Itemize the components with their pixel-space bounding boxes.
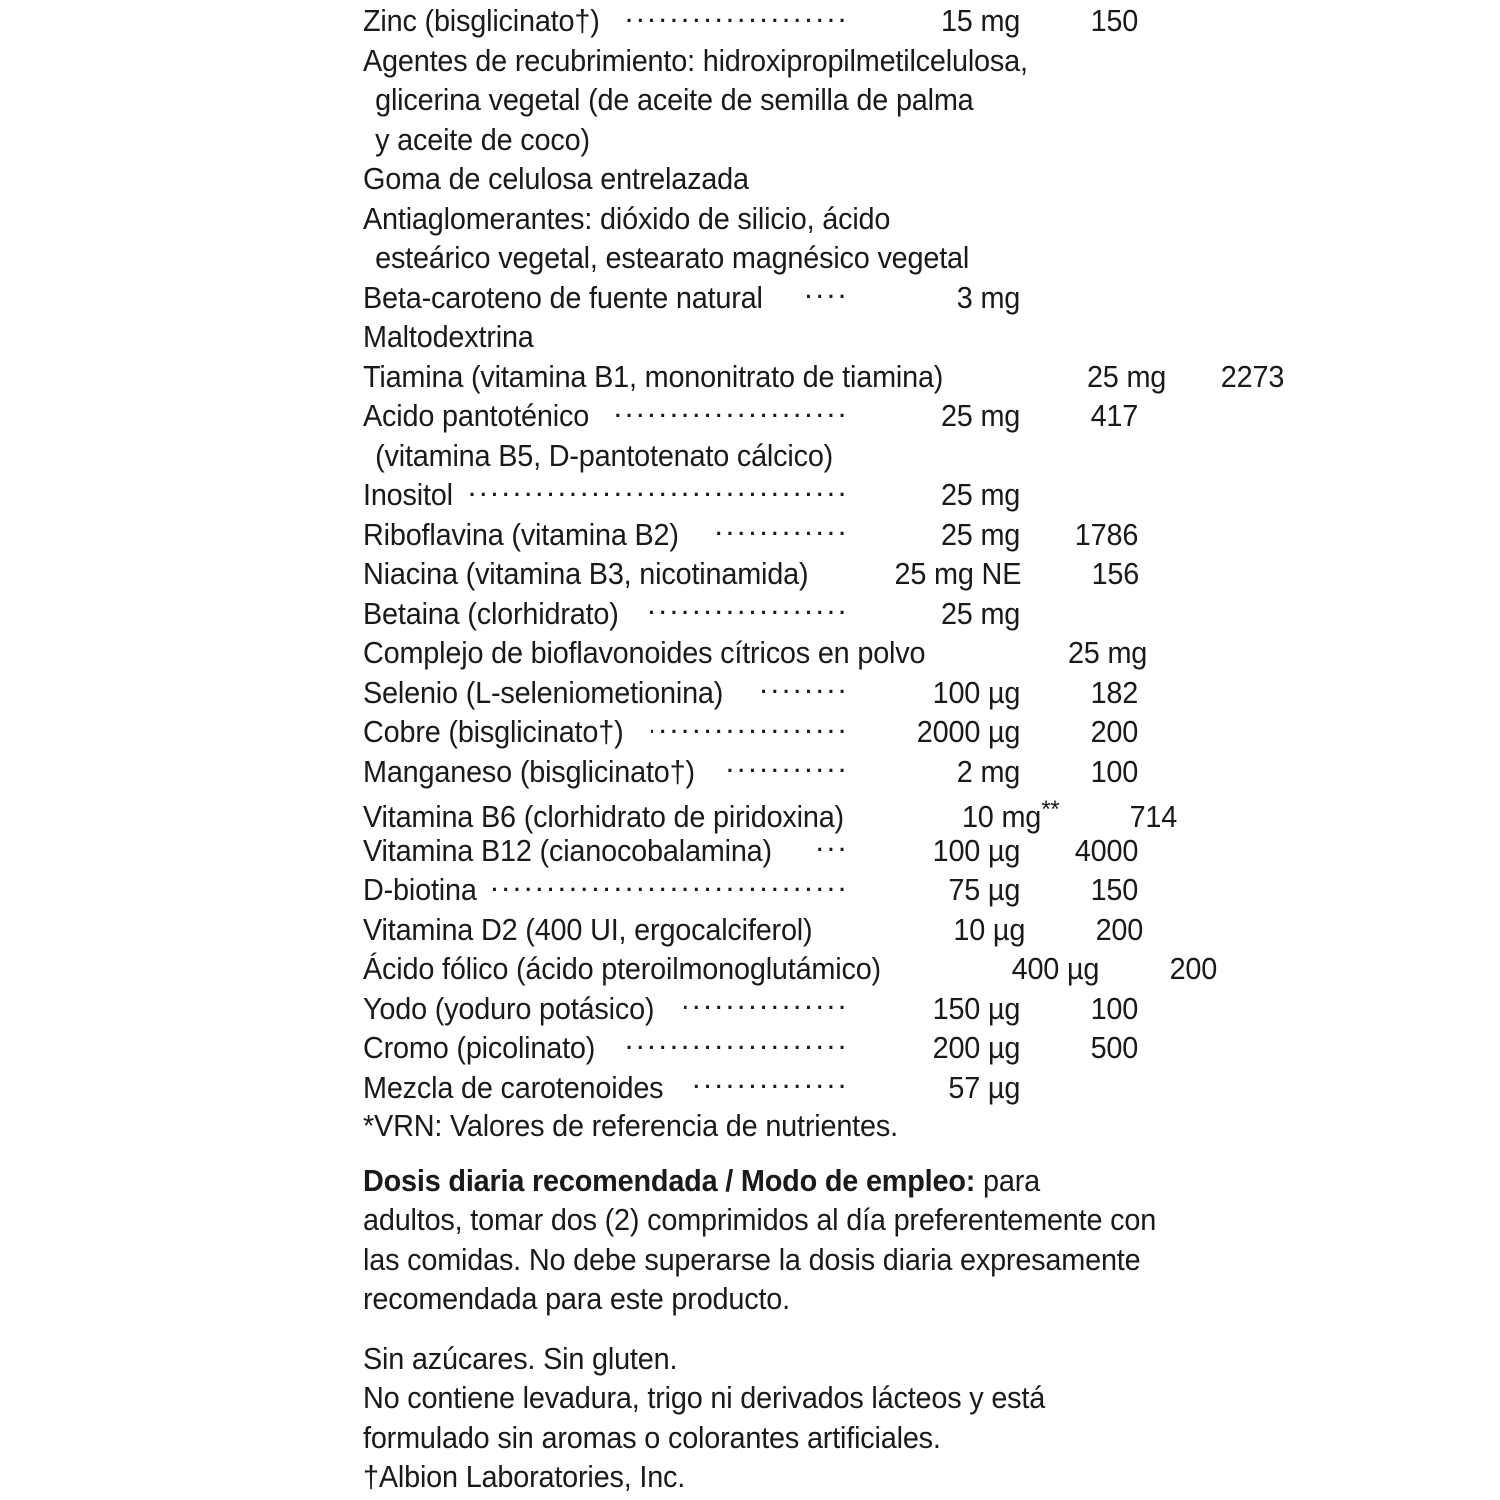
ingredient-row bbox=[363, 1027, 1138, 1067]
ingredient-amount bbox=[855, 1, 1020, 41]
ingredient-amount-text: 3 mg bbox=[956, 279, 1020, 315]
ingredient-name: (vitamina B5, D-pantotenato cálcico) bbox=[375, 437, 834, 473]
ingredient-row bbox=[363, 948, 1217, 988]
ingredient-amount-text: 150 µg bbox=[932, 990, 1020, 1026]
dot-leader bbox=[555, 316, 850, 347]
dosage-line-0: para bbox=[975, 1162, 1040, 1198]
ingredient-amount-text: 100 µg bbox=[932, 832, 1020, 868]
dot-leader bbox=[493, 869, 849, 900]
supplement-facts-panel bbox=[363, 0, 1284, 1497]
ingredient-name: Beta-caroteno de fuente natural bbox=[363, 279, 763, 315]
dot-leader bbox=[694, 1067, 849, 1098]
ingredient-vrn-value: 200 bbox=[1090, 714, 1138, 749]
ingredient-row bbox=[363, 395, 1138, 435]
ingredient-amount bbox=[855, 475, 1020, 515]
ingredient-name: Mezcla de carotenoides bbox=[363, 1069, 664, 1105]
ingredient-vrn-percent bbox=[1020, 1028, 1138, 1068]
ingredient-row bbox=[363, 711, 1138, 751]
ingredient-amount bbox=[855, 712, 1020, 752]
ingredient-name: Ácido fólico (ácido pteroilmonoglutámico) bbox=[363, 951, 881, 986]
ingredient-amount bbox=[855, 278, 1020, 318]
ingredient-amount-text: 57 µg bbox=[948, 1069, 1020, 1105]
ingredient-row bbox=[363, 474, 1138, 514]
vrn-footnote-text: *VRN: Valores de referencia de nutrientes. bbox=[363, 1108, 898, 1143]
ingredient-vrn-percent bbox=[1257, 41, 1375, 81]
dosage-line-1: adultos, tomar dos (2) comprimidos al día preferentemente con bbox=[363, 1202, 1157, 1237]
ingredient-row bbox=[363, 988, 1138, 1028]
ingredient-list bbox=[363, 0, 1284, 1106]
ingredient-amount-text: 400 µg bbox=[1011, 951, 1099, 986]
ingredient-row bbox=[363, 158, 1138, 198]
ingredient-amount bbox=[944, 199, 1109, 239]
ingredient-vrn-percent bbox=[1194, 238, 1312, 278]
dot-leader bbox=[684, 988, 849, 1019]
ingredient-vrn-percent bbox=[1020, 594, 1138, 634]
ingredient-name: Manganeso (bisglicinato†) bbox=[363, 753, 695, 789]
ingredient-name: Cromo (picolinato) bbox=[363, 1030, 596, 1065]
ingredient-vrn-value: 4000 bbox=[1074, 832, 1138, 868]
ingredient-row bbox=[363, 316, 1138, 356]
ingredient-name: D-biotina bbox=[363, 872, 477, 907]
ingredient-amount bbox=[1029, 238, 1194, 278]
ingredient-row bbox=[363, 356, 1284, 396]
ingredient-name: esteárico vegetal, estearato magnésico vegetal bbox=[375, 240, 970, 275]
ingredient-name: Maltodextrina bbox=[363, 319, 534, 354]
ingredient-name: Acido pantoténico bbox=[363, 398, 590, 433]
ingredient-amount bbox=[1092, 41, 1257, 81]
ingredient-amount bbox=[855, 317, 1020, 357]
ingredient-name: Inositol bbox=[363, 477, 453, 512]
ingredient-vrn-percent bbox=[1020, 673, 1138, 713]
ingredient-name: Agentes de recubrimiento: hidroxipropilmetilcelulosa, bbox=[363, 42, 1028, 78]
ingredient-vrn-value: 150 bbox=[1090, 872, 1138, 907]
ingredient-amount bbox=[1001, 357, 1166, 397]
ingredient-amount bbox=[855, 515, 1020, 555]
ingredient-vrn-percent bbox=[1020, 120, 1138, 160]
ingredient-vrn-percent bbox=[1020, 989, 1138, 1029]
ingredient-name: Vitamina B6 (clorhidrato de piridoxina) bbox=[363, 799, 844, 835]
ingredient-name: Betaina (clorhidrato) bbox=[363, 595, 619, 631]
ingredient-amount-text: 100 µg bbox=[932, 674, 1020, 710]
ingredient-vrn-value: 500 bbox=[1090, 1030, 1138, 1065]
ingredient-name: Selenio (L-seleniometionina) bbox=[363, 674, 724, 710]
ingredient-amount-text: 25 mg bbox=[940, 595, 1020, 631]
ingredient-vrn-percent bbox=[1020, 475, 1138, 515]
ingredient-amount-text: 25 mg bbox=[1067, 635, 1147, 670]
dosage-heading: Dosis diaria recomendada / Modo de empleo: bbox=[363, 1162, 976, 1198]
ingredient-name: Niacina (vitamina B3, nicotinamida) bbox=[363, 556, 809, 591]
ingredient-amount-text: 200 µg bbox=[932, 1030, 1020, 1065]
claim-line-0: Sin azúcares. Sin gluten. bbox=[363, 1340, 678, 1376]
dosage-line bbox=[363, 1200, 1168, 1240]
ingredient-vrn-percent bbox=[1020, 515, 1138, 555]
ingredient-row bbox=[363, 0, 1138, 40]
spacer-before-claims bbox=[363, 1319, 1138, 1339]
ingredient-amount-text: 25 mg bbox=[940, 477, 1020, 512]
ingredient-row bbox=[363, 79, 1138, 119]
ingredient-vrn-value: 417 bbox=[1090, 398, 1138, 433]
dot-leader bbox=[711, 514, 849, 545]
ingredient-amount bbox=[982, 633, 1147, 673]
ingredient-vrn-value: 2273 bbox=[1220, 358, 1284, 394]
ingredient-amount bbox=[934, 949, 1099, 989]
ingredient-amount bbox=[882, 436, 1047, 476]
ingredient-vrn-percent bbox=[1021, 554, 1139, 594]
ingredient-amount bbox=[855, 673, 1020, 713]
ingredient-vrn-value: 156 bbox=[1091, 556, 1139, 591]
dosage-line bbox=[363, 1279, 1168, 1319]
ingredient-amount bbox=[855, 594, 1020, 634]
ingredient-amount bbox=[855, 1028, 1020, 1068]
dot-leader bbox=[811, 830, 849, 861]
ingredient-row bbox=[363, 672, 1138, 712]
ingredient-vrn-percent bbox=[1020, 870, 1138, 910]
ingredient-amount-text: 25 mg bbox=[940, 516, 1020, 552]
dot-leader bbox=[728, 751, 849, 782]
claim-line-2: formulado sin aromas o colorantes artificiales. bbox=[363, 1419, 941, 1455]
ingredient-vrn-percent bbox=[1020, 752, 1138, 792]
vrn-footnote bbox=[363, 1106, 1138, 1146]
dot-leader bbox=[651, 711, 849, 742]
dosage-first-line-inner bbox=[363, 1161, 1040, 1201]
dot-leader bbox=[786, 158, 849, 189]
ingredient-vrn-percent bbox=[1025, 910, 1143, 950]
trademark-attribution-text: †Albion Laboratories, Inc. bbox=[363, 1459, 686, 1494]
ingredient-amount bbox=[856, 554, 1021, 594]
claim-line bbox=[363, 1418, 1168, 1458]
ingredient-amount bbox=[1034, 80, 1199, 120]
ingredient-row bbox=[363, 40, 1138, 80]
claim-line bbox=[363, 1339, 1168, 1379]
dot-leader bbox=[615, 119, 849, 150]
ingredient-row bbox=[363, 514, 1138, 554]
ingredient-amount-text: 15 mg bbox=[940, 3, 1020, 38]
ingredient-vrn-value: 100 bbox=[1090, 753, 1138, 789]
ingredient-vrn-value: 200 bbox=[1095, 911, 1144, 947]
ingredient-amount bbox=[855, 989, 1020, 1029]
trademark-attribution bbox=[363, 1457, 1168, 1497]
ingredient-vrn-value: 200 bbox=[1169, 951, 1217, 986]
dosage-line-3: recomendada para este producto. bbox=[363, 1281, 790, 1316]
ingredient-vrn-percent bbox=[1020, 1, 1138, 41]
ingredient-amount-text: 2000 µg bbox=[916, 714, 1020, 749]
ingredient-amount bbox=[855, 159, 1020, 199]
ingredient-amount bbox=[855, 396, 1020, 436]
amount-footnote-marker: ** bbox=[1041, 796, 1060, 823]
ingredient-vrn-percent bbox=[1020, 396, 1138, 436]
dosage-first-line bbox=[363, 1161, 1168, 1201]
ingredient-vrn-value: 714 bbox=[1129, 799, 1178, 835]
ingredient-vrn-percent bbox=[1020, 159, 1138, 199]
dot-leader bbox=[646, 593, 849, 624]
dot-leader bbox=[468, 474, 849, 505]
ingredient-row bbox=[363, 909, 1144, 949]
ingredient-vrn-percent bbox=[1020, 278, 1138, 318]
dot-leader bbox=[625, 0, 849, 31]
ingredient-amount bbox=[860, 910, 1025, 950]
ingredient-vrn-value: 182 bbox=[1090, 674, 1138, 710]
ingredient-vrn-percent bbox=[1147, 633, 1265, 673]
claims-block bbox=[363, 1339, 1168, 1497]
ingredient-vrn-value: 150 bbox=[1090, 3, 1138, 38]
ingredient-row bbox=[363, 632, 1147, 672]
ingredient-name: Zinc (bisglicinato†) bbox=[363, 3, 600, 38]
ingredient-name: glicerina vegetal (de aceite de semilla de palma bbox=[375, 82, 974, 117]
ingredient-row bbox=[363, 237, 1138, 277]
ingredient-amount-text: 25 mg NE bbox=[894, 556, 1021, 591]
ingredient-amount bbox=[855, 120, 1020, 160]
ingredient-amount bbox=[855, 752, 1020, 792]
ingredient-row bbox=[363, 119, 1138, 159]
ingredient-row bbox=[363, 553, 1138, 593]
ingredient-name: y aceite de coco) bbox=[375, 121, 590, 157]
ingredient-vrn-percent bbox=[1199, 80, 1317, 120]
dot-leader bbox=[758, 672, 849, 703]
ingredient-amount bbox=[855, 831, 1020, 871]
ingredient-name: Antiaglomerantes: dióxido de silicio, ácido bbox=[363, 200, 891, 236]
ingredient-vrn-percent bbox=[1099, 949, 1217, 989]
ingredient-row bbox=[363, 790, 1178, 835]
ingredient-vrn-percent bbox=[1020, 712, 1138, 752]
ingredient-vrn-value: 1786 bbox=[1074, 516, 1138, 552]
ingredient-amount bbox=[855, 870, 1020, 910]
ingredient-vrn-percent bbox=[1047, 436, 1165, 476]
ingredient-name: Cobre (bisglicinato†) bbox=[363, 714, 624, 749]
dosage-line bbox=[363, 1240, 1168, 1280]
ingredient-vrn-value: 100 bbox=[1090, 990, 1138, 1026]
ingredient-vrn-percent bbox=[1166, 357, 1284, 397]
ingredient-row bbox=[363, 277, 1138, 317]
ingredient-amount-text: 2 mg bbox=[956, 753, 1020, 789]
ingredient-name: Goma de celulosa entrelazada bbox=[363, 161, 749, 196]
dosage-block bbox=[363, 1161, 1168, 1319]
ingredient-amount-text: 10 µg bbox=[953, 911, 1026, 947]
ingredient-amount-text: 75 µg bbox=[948, 872, 1020, 907]
ingredient-amount-text: 25 mg bbox=[1086, 358, 1166, 394]
ingredient-vrn-percent bbox=[1020, 1068, 1138, 1108]
dot-leader bbox=[621, 1027, 849, 1058]
ingredient-amount bbox=[855, 1068, 1020, 1108]
ingredient-row bbox=[363, 198, 1138, 238]
ingredient-vrn-percent bbox=[1109, 199, 1227, 239]
ingredient-name: Tiamina (vitamina B1, mononitrato de tiamina) bbox=[363, 358, 944, 394]
ingredient-row bbox=[363, 869, 1138, 909]
ingredient-vrn-percent bbox=[1020, 317, 1138, 357]
ingredient-name: Riboflavina (vitamina B2) bbox=[363, 516, 679, 552]
claim-line bbox=[363, 1378, 1168, 1418]
ingredient-row bbox=[363, 435, 1138, 475]
dot-leader bbox=[801, 277, 849, 308]
ingredient-row bbox=[363, 1067, 1138, 1107]
ingredient-amount-text: 25 mg bbox=[940, 398, 1020, 433]
ingredient-name: Complejo de bioflavonoides cítricos en polvo bbox=[363, 635, 926, 670]
spacer-before-dosage bbox=[363, 1146, 1138, 1161]
ingredient-amount-text: 10 mg bbox=[962, 799, 1042, 835]
dosage-line-2: las comidas. No debe superarse la dosis diaria expresamente bbox=[363, 1241, 1141, 1277]
ingredient-name: Vitamina B12 (cianocobalamina) bbox=[363, 832, 772, 868]
ingredient-row bbox=[363, 593, 1138, 633]
ingredient-row bbox=[363, 751, 1138, 791]
ingredient-name: Yodo (yoduro potásico) bbox=[363, 990, 655, 1026]
dot-leader bbox=[614, 395, 849, 426]
claim-line-1: No contiene levadura, trigo ni derivados lácteos y está bbox=[363, 1380, 1046, 1415]
ingredient-name: Vitamina D2 (400 UI, ergocalciferol) bbox=[363, 911, 813, 947]
